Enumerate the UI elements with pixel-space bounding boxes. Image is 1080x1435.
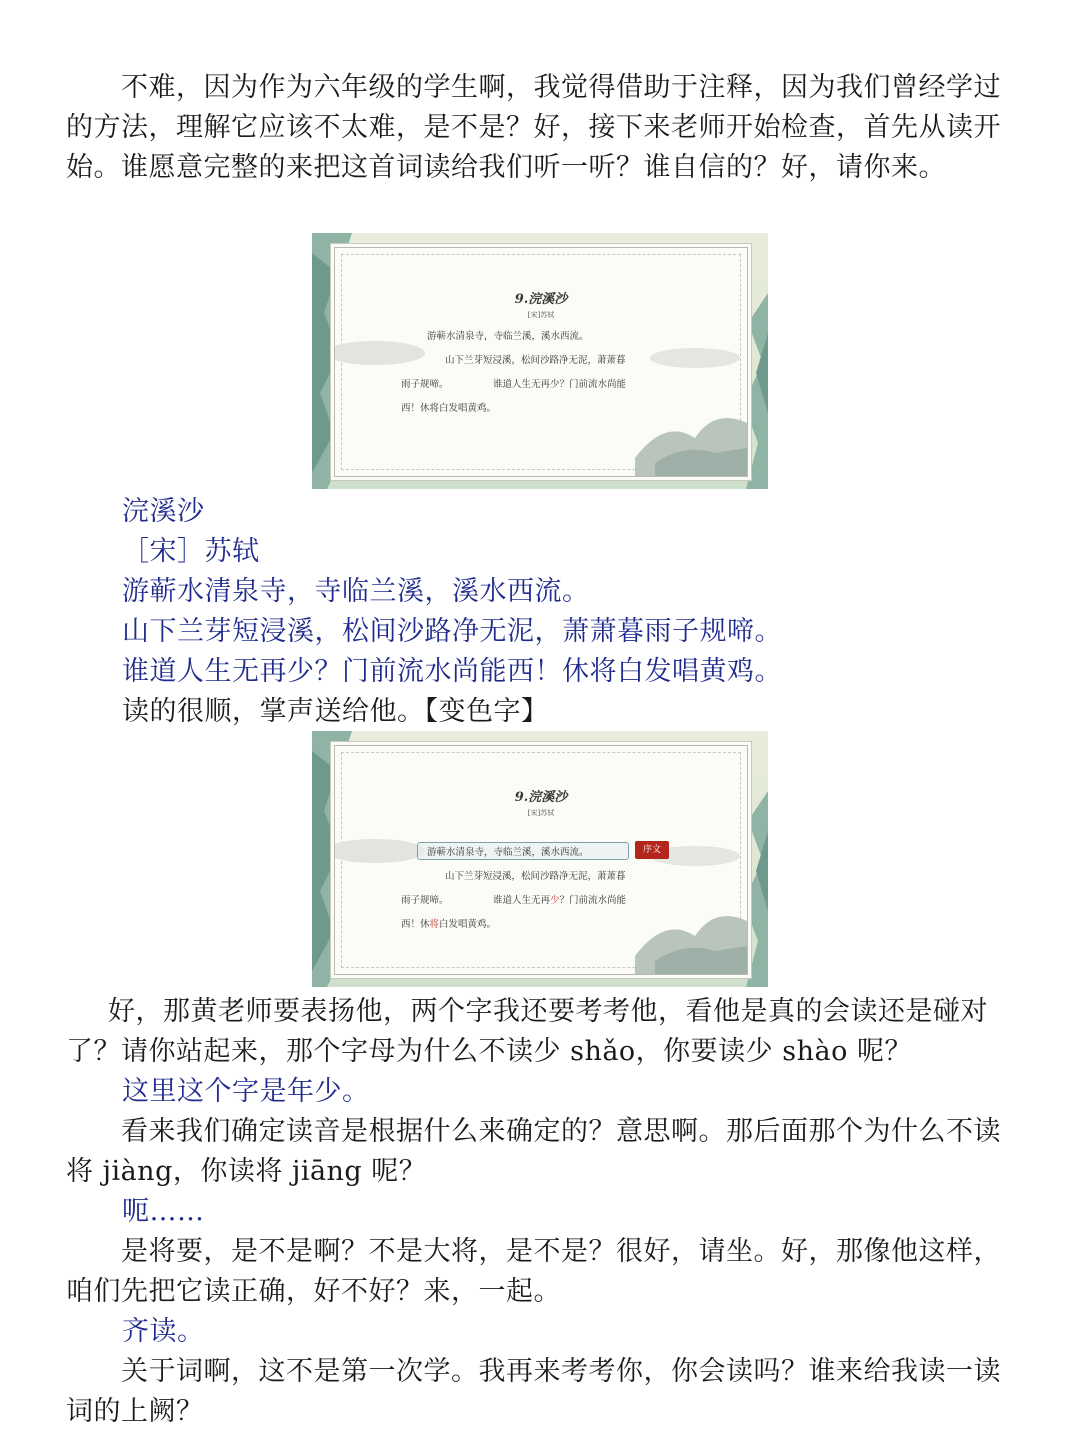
student-answer-2: 呃…… bbox=[122, 1196, 205, 1227]
praise-line: 读的很顺，掌声送给他。【变色字】 bbox=[122, 696, 549, 727]
paragraph-intro: 不难，因为作为六年级的学生啊，我觉得借助于注释，因为我们曾经学过的方法，理解它应该不太难，是不是？好，接下来老师开始检查，首先从读开始。谁愿意完整的来把这首词读给我们听一听？谁自信的？好，请你来。 bbox=[66, 72, 1001, 183]
student-answer-1: 这里这个字是年少。 bbox=[122, 1076, 370, 1107]
ink-landscape-decoration bbox=[335, 746, 747, 974]
slide-line-1: 游蕲水清泉寺，寺临兰溪，溪水西流。 bbox=[427, 847, 589, 858]
slide-title: 9.浣溪沙 bbox=[514, 292, 568, 307]
text-segment: ？门前流水尚能 bbox=[559, 895, 627, 906]
poem-line-3: 谁道人生无再少？门前流水尚能西！休将白发唱黄鸡。 bbox=[122, 656, 782, 687]
poem-card bbox=[334, 247, 748, 477]
slide-line-3b bbox=[493, 892, 626, 906]
slide-line-3a: 雨子规啼。 bbox=[401, 895, 449, 906]
text-segment: 谁道人生无再 bbox=[493, 895, 551, 906]
poem-line-2: 山下兰芽短浸溪，松间沙路净无泥，萧萧暮雨子规啼。 bbox=[122, 616, 782, 647]
slide-line-2: 山下兰芽短浸溪，松间沙路净无泥，萧萧暮 bbox=[445, 355, 626, 366]
slide-line-4 bbox=[401, 916, 496, 930]
student-answer-3: 齐读。 bbox=[122, 1316, 205, 1347]
poem-title: 浣溪沙 bbox=[122, 496, 205, 527]
slide-line-3b: 谁道人生无再少？门前流水尚能 bbox=[493, 379, 627, 390]
text-segment: 西！休 bbox=[401, 919, 430, 930]
highlighted-char-shao: 少 bbox=[550, 895, 560, 906]
preface-tag: 序文 bbox=[635, 841, 669, 859]
paragraph-teacher-2: 看来我们确定读音是根据什么来确定的？意思啊。那后面那个为什么不读将 jiàng，你读将 jiāng 呢？ bbox=[66, 1116, 1001, 1187]
slide-image-1 bbox=[312, 233, 768, 489]
paragraph-teacher-4: 关于词啊，这不是第一次学。我再来考考你，你会读吗？谁来给我读一读词的上阙？ bbox=[66, 1356, 1001, 1427]
slide-author: [宋]苏轼 bbox=[527, 311, 555, 319]
poem-card bbox=[334, 745, 748, 975]
slide-title: 9.浣溪沙 bbox=[514, 790, 568, 805]
paragraph-teacher-1: 好，那黄老师要表扬他，两个字我还要考考他，看他是真的会读还是碰对了？请你站起来，那个字母为什么不读少 shǎo，你要读少 shào 呢？ bbox=[66, 996, 988, 1067]
poem-author: ［宋］苏轼 bbox=[122, 536, 260, 567]
slide-line-3a: 雨子规啼。 bbox=[401, 379, 449, 390]
slide-line-1: 游蕲水清泉寺，寺临兰溪，溪水西流。 bbox=[427, 331, 589, 342]
poem-line-1: 游蕲水清泉寺，寺临兰溪，溪水西流。 bbox=[122, 576, 590, 607]
slide-line-2: 山下兰芽短浸溪，松间沙路净无泥，萧萧暮 bbox=[445, 871, 626, 882]
slide-image-2 bbox=[312, 731, 768, 987]
paragraph-teacher-3: 是将要，是不是啊？不是大将，是不是？很好，请坐。好，那像他这样，咱们先把它读正确，好不好？来，一起。 bbox=[66, 1236, 1001, 1307]
text-segment: 白发唱黄鸡。 bbox=[439, 919, 497, 930]
slide-author: [宋]苏轼 bbox=[527, 809, 555, 817]
highlighted-char-jiang: 将 bbox=[429, 919, 440, 930]
slide-line-4: 西！休将白发唱黄鸡。 bbox=[401, 403, 497, 414]
